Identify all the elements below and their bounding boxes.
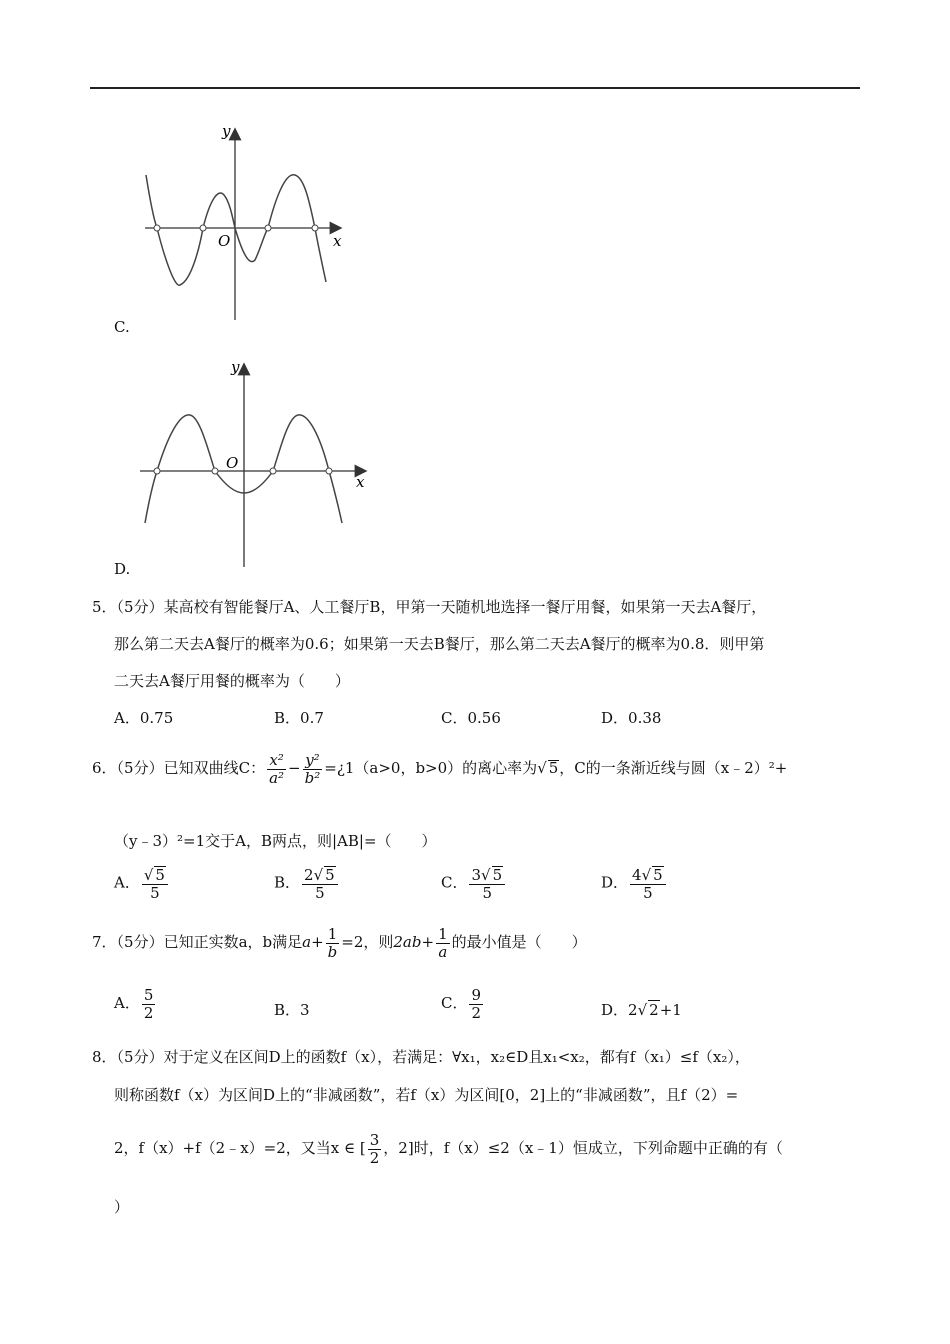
zero-point — [270, 468, 276, 474]
q5-option-d: D．0.38 — [601, 709, 662, 727]
q6-frac-x: $\frac{\text{x²}}{\text{a²}}$ — [269, 751, 285, 787]
q6-prefix: 6．（5分）已知双曲线C： — [92, 759, 266, 777]
q5-line1: 5．（5分）某高校有智能餐厅A、人工餐厅B，甲第一天随机地选择一餐厅用餐，如果第一天去A餐厅， — [92, 598, 767, 616]
q7-option-c: C． $\frac{9}{2}$ — [441, 986, 482, 1022]
q8-line2: 则称函数f（x）为区间D上的“非减函数”，若f（x）为区间[0，2]上的“非减函数”，且f（2）= — [114, 1086, 739, 1104]
q5-option-a: A．0.75 — [114, 709, 174, 727]
q5-line3: 二天去A餐厅用餐的概率为（ ） — [114, 672, 350, 690]
zero-point — [212, 468, 218, 474]
y-label: y — [231, 358, 240, 376]
q6-option-a: A． $\frac{√ 5}{5}$ — [114, 866, 170, 901]
q6-line1: 6．（5分）已知双曲线C： $\frac{\text{x²}}{\text{a²}}$ − $\frac{\text{y²}}{\text{b²}}$ =¿1（a>0，b>0）的离心率为√ 5，C的一条渐近线与圆（x﹣2）²+ — [92, 751, 788, 787]
q7-line1: 7．（5分）已知正实数a，b满足a+ $\frac{1}{b}$ =2，则2ab+ $\frac{1}{a}$ 的最小值是（ ） — [92, 925, 587, 961]
zero-point — [154, 468, 160, 474]
q6-option-d: D． $\frac{4√ 5}{5}$ — [601, 866, 668, 901]
q6-option-b: B． $\frac{2√ 5}{5}$ — [274, 866, 340, 901]
q6-rest: ，C的一条渐近线与圆（x﹣2）²+ — [559, 759, 788, 777]
zero-point — [326, 468, 332, 474]
graph-d — [130, 355, 380, 570]
q5-option-c: C．0.56 — [441, 709, 501, 727]
x-label: x — [333, 232, 342, 250]
zero-point — [154, 225, 160, 231]
origin-label: O — [218, 232, 231, 250]
q6-line2: （y﹣3）²=1交于A，B两点，则|AB|=（ ） — [114, 832, 437, 850]
q6-frac-y: $\frac{\text{y²}}{\text{b²}}$ — [304, 751, 321, 787]
option-d-label: D. — [114, 560, 131, 578]
q7-option-a: A． $\frac{5}{2}$ — [114, 986, 154, 1022]
q5-line2: 那么第二天去A餐厅的概率为0.6；如果第一天去B餐厅，那么第二天去A餐厅的概率为0.8．则甲第 — [114, 635, 765, 653]
q8-line3: 2，f（x）+f（2﹣x）=2，又当x ∈ [ $\frac{3}{2}$ ，2]时，f（x）≤2（x﹣1）恒成立，下列命题中正确的有（ — [114, 1131, 783, 1167]
graph-c — [130, 120, 360, 325]
q6-eq: =¿1（a>0，b>0）的离心率为 — [324, 759, 538, 777]
option-c-label: C. — [114, 318, 130, 336]
y-label: y — [222, 122, 231, 140]
zero-point — [312, 225, 318, 231]
origin-label: O — [226, 454, 239, 472]
q7-option-d: D．2√ 2+1 — [601, 1001, 682, 1019]
zero-point — [265, 225, 271, 231]
zero-point — [200, 225, 206, 231]
header-rule — [90, 87, 860, 89]
q8-line4: ） — [114, 1198, 130, 1216]
q7-option-b: B．3 — [274, 1001, 310, 1019]
q6-option-c: C． $\frac{3√ 5}{5}$ — [441, 866, 507, 901]
x-label: x — [356, 473, 365, 491]
q8-line1: 8．（5分）对于定义在区间D上的函数f（x），若满足：∀x₁，x₂∈D且x₁<x₂，都有f（x₁）≤f（x₂）， — [92, 1048, 750, 1066]
q5-option-b: B．0.7 — [274, 709, 324, 727]
curve-c — [146, 175, 326, 285]
